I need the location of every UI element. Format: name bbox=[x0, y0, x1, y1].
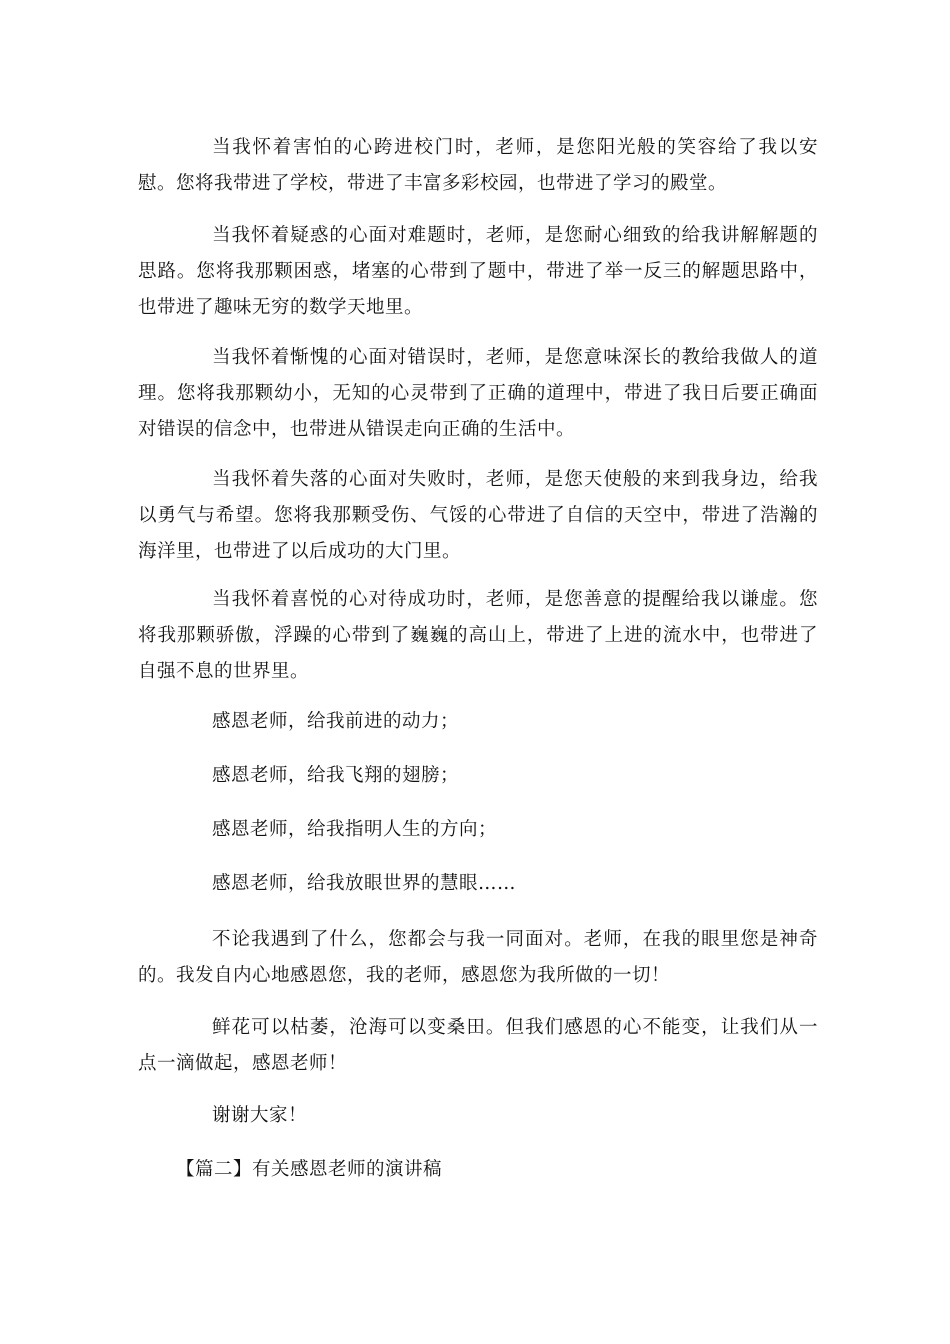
thanks-line: 谢谢大家！ bbox=[212, 1105, 308, 1126]
paragraph-2: 当我怀着疑惑的心面对难题时，老师，是您耐心细致的给我讲解解题的思路。您将我那颗困惑，堵塞的心带到了题中，带进了举一反三的解题思路中，也带进了趣味无穷的数学天地里。 bbox=[138, 225, 818, 318]
gratitude-line-3: 感恩老师，给我指明人生的方向； bbox=[212, 819, 498, 840]
closing-paragraph-2: 鲜花可以枯萎，沧海可以变桑田。但我们感恩的心不能变，让我们从一点一滴做起，感恩老师！ bbox=[138, 1017, 818, 1074]
paragraph-4: 当我怀着失落的心面对失败时，老师，是您天使般的来到我身边，给我以勇气与希望。您将我那颗受伤、气馁的心带进了自信的天空中，带进了浩瀚的海洋里，也带进了以后成功的大门里。 bbox=[138, 469, 818, 562]
section-heading: 【篇二】有关感恩老师的演讲稿 bbox=[176, 1159, 443, 1180]
gratitude-line-4: 感恩老师，给我放眼世界的慧眼…… bbox=[212, 873, 517, 894]
paragraph-3: 当我怀着惭愧的心面对错误时，老师，是您意味深长的教给我做人的道理。您将我那颗幼小，无知的心灵带到了正确的道理中，带进了我日后要正确面对错误的信念中，也带进从错误走向正确的生活中。 bbox=[138, 347, 818, 440]
paragraph-1: 当我怀着害怕的心跨进校门时，老师，是您阳光般的笑容给了我以安慰。您将我带进了学校，带进了丰富多彩校园，也带进了学习的殿堂。 bbox=[138, 137, 818, 194]
gratitude-line-2: 感恩老师，给我飞翔的翅膀； bbox=[212, 765, 460, 786]
gratitude-line-1: 感恩老师，给我前进的动力； bbox=[212, 711, 460, 732]
closing-paragraph-1: 不论我遇到了什么，您都会与我一同面对。老师，在我的眼里您是神奇的。我发自内心地感恩您，我的老师，感恩您为我所做的一切！ bbox=[138, 929, 818, 986]
paragraph-5: 当我怀着喜悦的心对待成功时，老师，是您善意的提醒给我以谦虚。您将我那颗骄傲，浮躁的心带到了巍巍的高山上，带进了上进的流水中，也带进了自强不息的世界里。 bbox=[138, 589, 818, 682]
